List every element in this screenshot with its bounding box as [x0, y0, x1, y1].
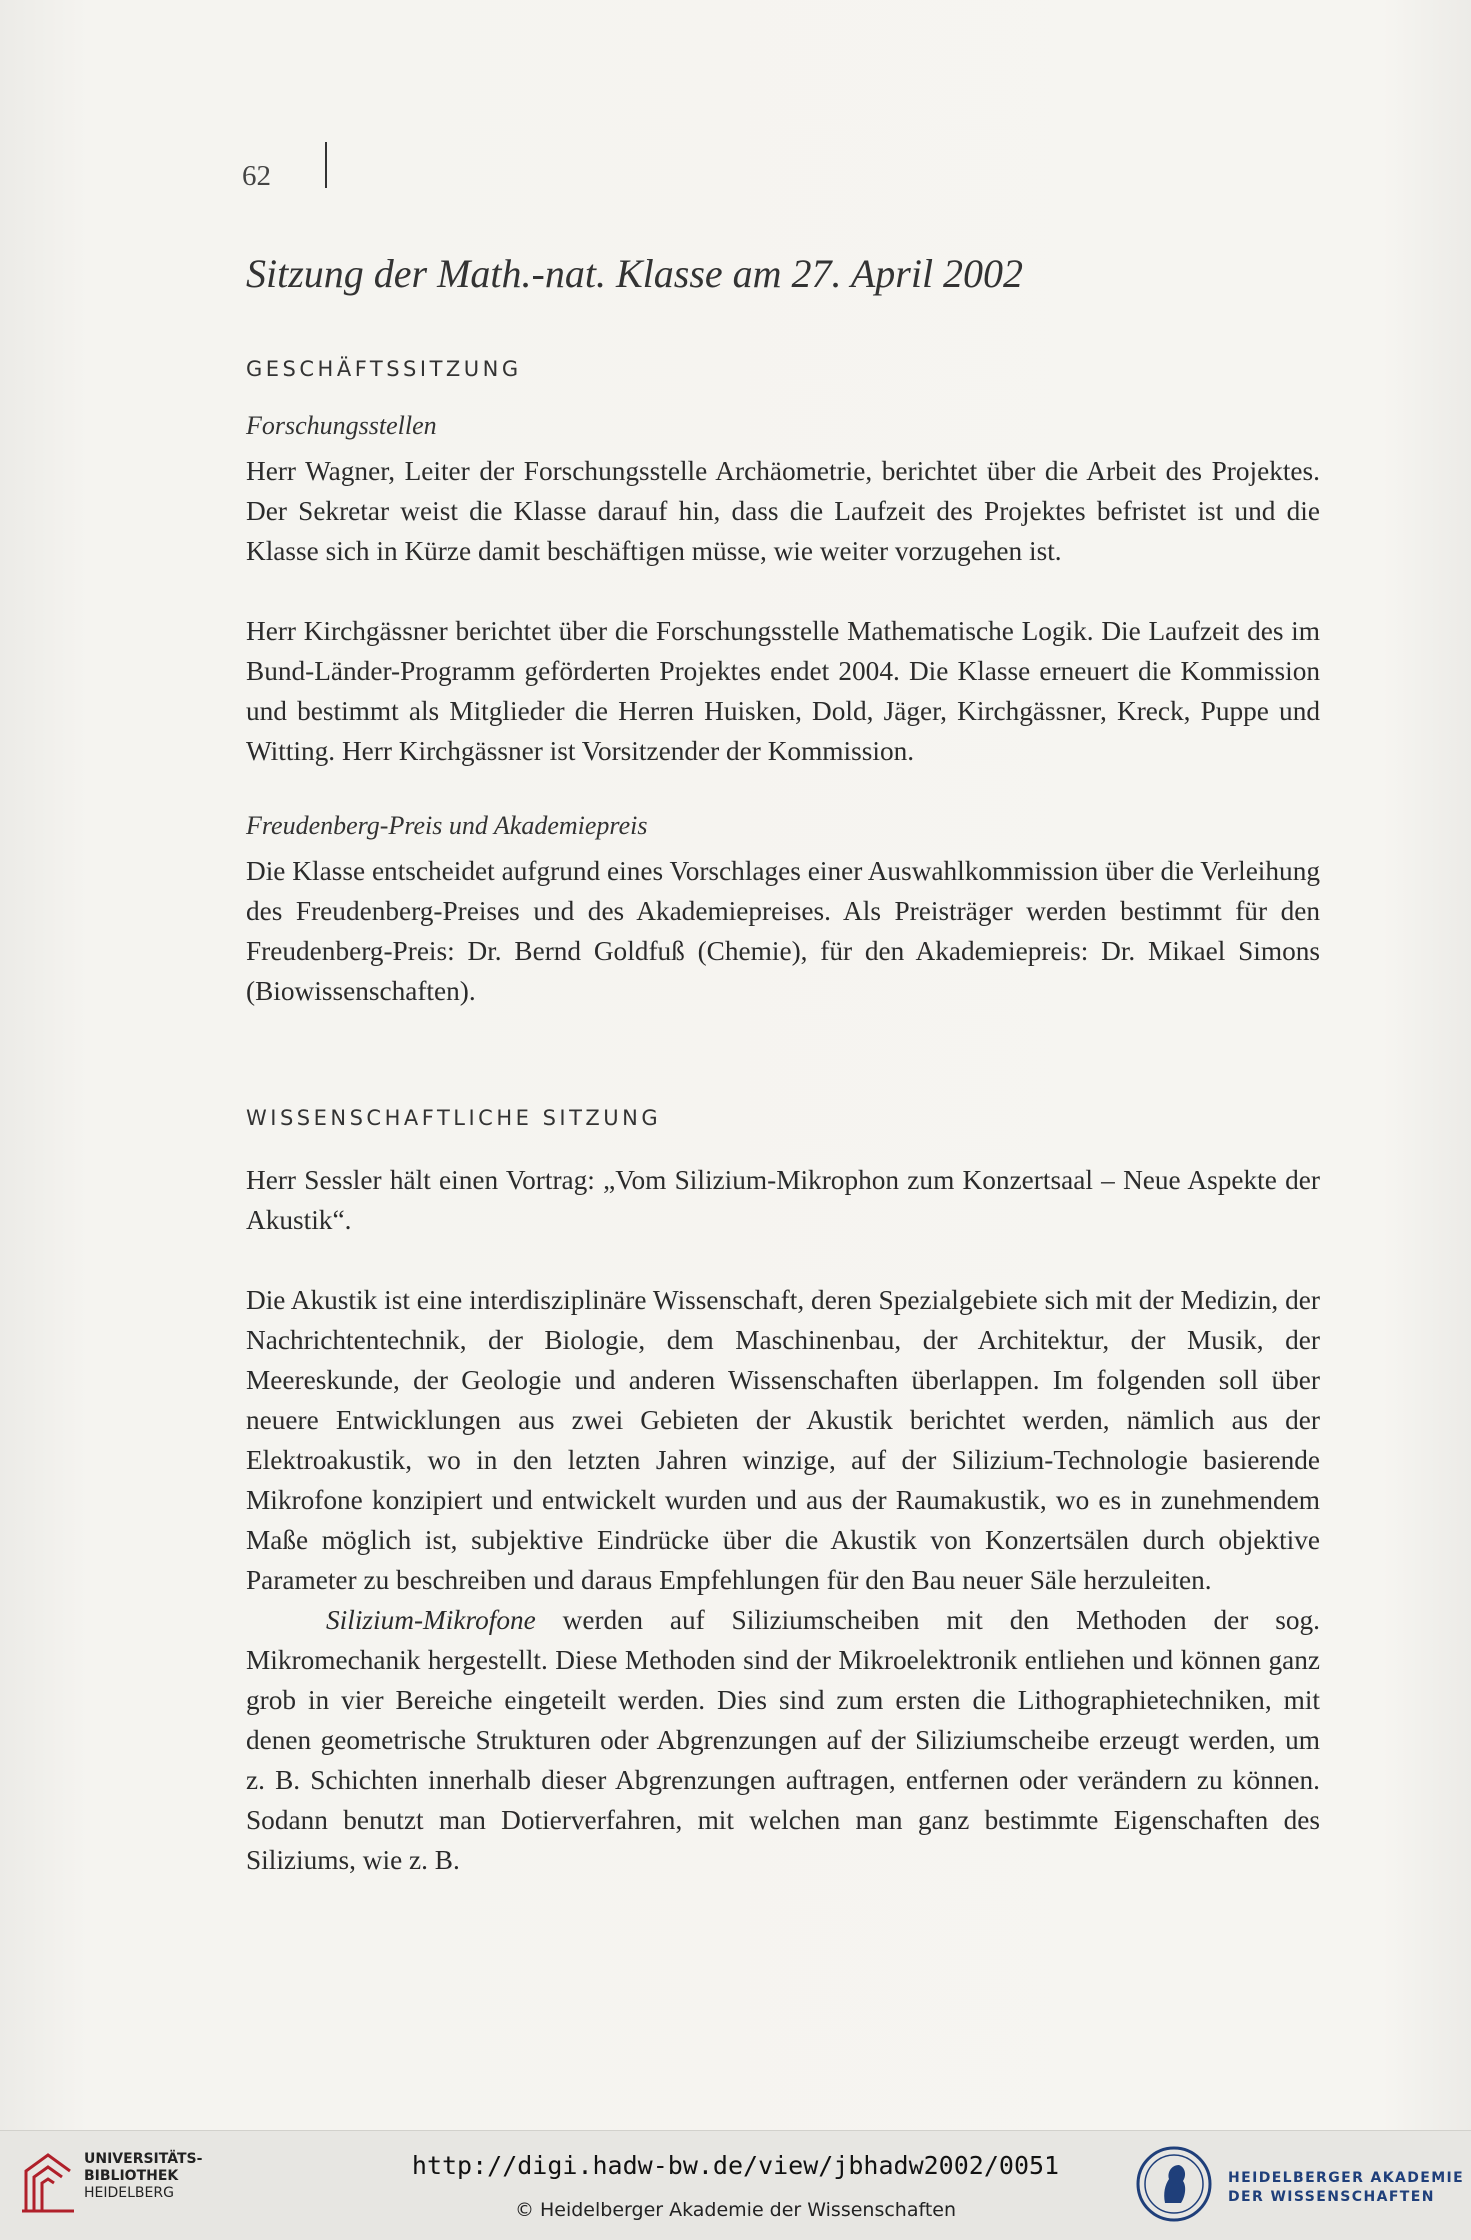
academy-line-1: HEIDELBERGER AKADEMIE: [1228, 2170, 1465, 2186]
prizes-subheading: Freudenberg-Preis und Akademiepreis: [246, 811, 648, 840]
academy-name: [1228, 2169, 1464, 2207]
page-content: [246, 250, 1320, 1880]
academy-line-2: DER WISSENSCHAFTEN: [1228, 2189, 1435, 2205]
ub-line-2: BIBLIOTHEK: [84, 2168, 179, 2184]
paragraph-archaeometry: Herr Wagner, Leiter der Forschungsstelle Archäometrie, berichtet über die Arbeit des Projektes. Der Sekretar weist die Klasse darauf hin, dass die Laufzeit des Projektes befristet ist und die Klasse sich in Kürze damit beschäftigen müsse, wie weiter vorzugehen ist.: [246, 456, 1320, 566]
paragraph-math-logic: Herr Kirchgässner berichtet über die Forschungsstelle Mathematische Logik. Die Laufzeit des im Bund-Länder-Programm geförderten Projektes endet 2004. Die Klasse erneuert die Kommission und bestimmt als Mitglieder die Herren Huisken, Dold, Jäger, Kirchgässner, Kreck, Puppe und Witting. Herr Kirchgässner ist Vorsitzender der Kommission.: [246, 616, 1320, 766]
silicon-microphones-term: Silizium-Mikrofone: [326, 1605, 536, 1635]
copyright-notice: © Heidelberger Akademie der Wissenschaften: [514, 2199, 957, 2221]
page-number: 62: [242, 160, 271, 192]
page-number-rule: [325, 142, 327, 188]
research-units-subheading: Forschungsstellen: [246, 411, 437, 440]
paragraph-silicon-microphones: [246, 1600, 1320, 1880]
ub-line-1: UNIVERSITÄTS-: [84, 2151, 203, 2167]
business-session-heading: GESCHÄFTSSITZUNG: [246, 357, 522, 381]
ub-line-3: HEIDELBERG: [84, 2185, 174, 2201]
session-title: Sitzung der Math.-nat. Klasse am 27. April 2002: [246, 251, 1024, 296]
paragraph-prizes: Die Klasse entscheidet aufgrund eines Vorschlages einer Auswahlkommission über die Verleihung des Freudenberg-Preises und des Akademiepreises. Als Preisträger werden bestimmt für den Freudenberg-Preis: Dr. Bernd Goldfuß (Chemie), für den Akademiepreis: Dr. Mikael Simons (Biowissenschaften).: [246, 856, 1320, 1006]
silicon-microphones-text: werden auf Siliziumscheiben mit den Methoden der sog. Mikromechanik hergestellt. Diese Methoden sind der Mikroelektronik entliehen und können ganz grob in vier Bereiche eingeteilt werden. Dies sind zum ersten die Lithographietechniken, mit denen geometrische Strukturen oder Abgrenzungen auf der Siliziumscheibe erzeugt werden, um z. B. Schichten innerhalb dieser Abgrenzungen auftragen, entfernen oder verändern zu können. Sodann benutzt man Dotierverfahren, mit welchen man ganz bestimmte Eigenschaften des Siliziums, wie z. B.: [246, 1605, 1320, 1875]
academy-seal-icon: [1135, 2145, 1213, 2223]
footer-bar: [0, 2130, 1471, 2240]
scientific-session-heading: WISSENSCHAFTLICHE SITZUNG: [246, 1106, 662, 1130]
paragraph-acoustics: Die Akustik ist eine interdisziplinäre Wissenschaft, deren Spezialgebiete sich mit der Medizin, der Nachrichtentechnik, der Biologie, dem Maschinenbau, der Architektur, der Musik, der Meereskunde, der Geologie und anderen Wissenschaften überlappen. Im folgenden soll über neuere Entwicklungen aus zwei Gebieten der Akustik berichtet werden, nämlich aus der Elektroakustik, wo in den letzten Jahren winzige, auf der Silizium-Technologie basierende Mikrofone konzipiert und entwickelt wurden und aus der Raumakustik, wo es in zunehmendem Maße möglich ist, subjektive Eindrücke über die Akustik von Konzertsälen durch objektive Parameter zu beschreiben und daraus Empfehlungen für den Bau neuer Säle herzuleiten.: [246, 1285, 1320, 1595]
permalink-url[interactable]: http://digi.hadw-bw.de/view/jbhadw2002/0051: [411, 2151, 1060, 2180]
paragraph-lecture: Herr Sessler hält einen Vortrag: „Vom Silizium-Mikrophon zum Konzertsaal – Neue Aspekte der Akustik“.: [246, 1165, 1320, 1235]
